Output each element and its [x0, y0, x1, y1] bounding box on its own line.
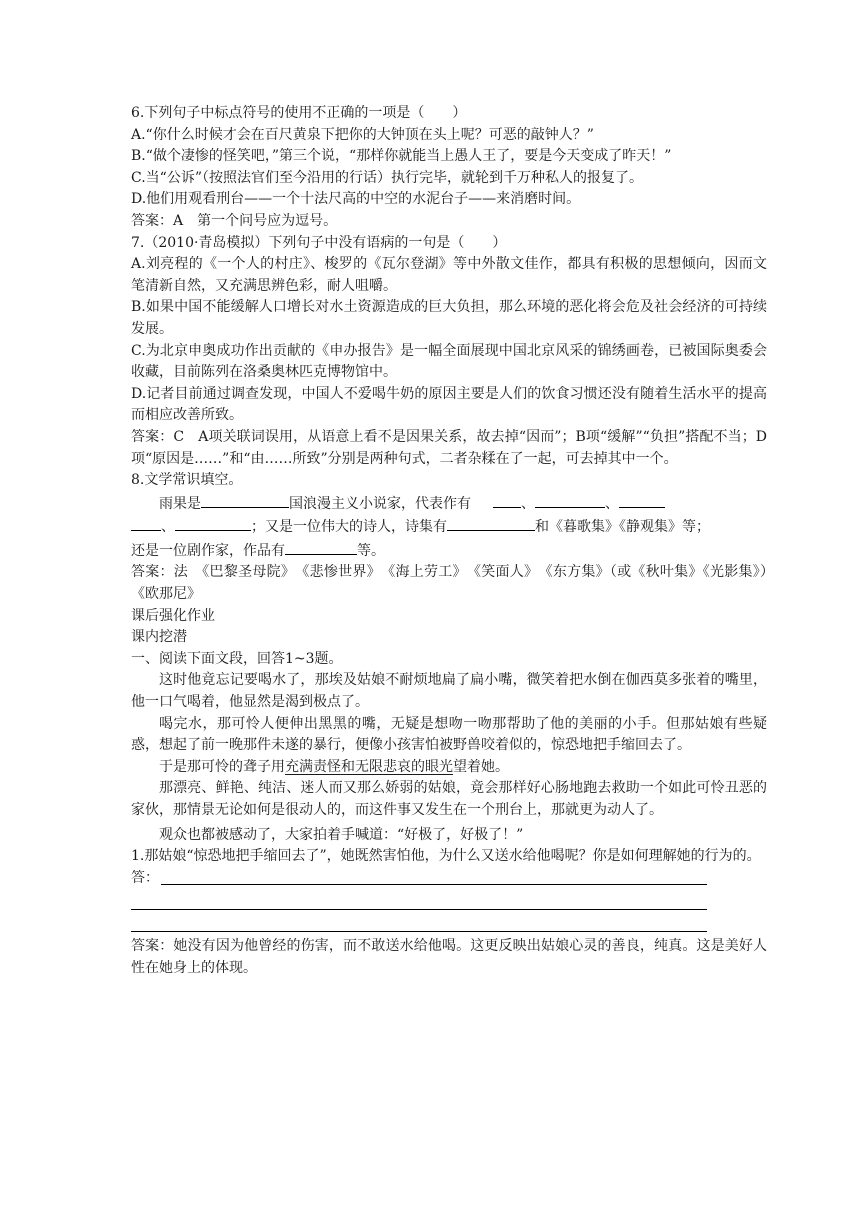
- q6-option-b: B.“做个凄惨的怪笑吧，”第三个说，“那样你就能当上愚人王了，要是今天变成了昨天！”: [131, 148, 672, 165]
- blank-country[interactable]: [201, 492, 289, 508]
- q8-fill-blank-line2: 、 ；又是一位伟大的诗人，诗集有 和《暮歌集》《静观集》等；: [131, 515, 767, 539]
- reading-intro: 一、阅读下面文段，回答1~3题。: [131, 650, 343, 667]
- q6-option-c: C.当“公诉”（按照法官们至今沿用的行话）执行完毕，就轮到千万种私人的报复了。: [131, 169, 643, 186]
- q1-answer: 答案：她没有因为他曾经的伤害，而不敢送水给他喝。这更反映出姑娘心灵的善良，纯真。这是美好人性在她身上的体现。: [131, 938, 767, 976]
- q1-stem: 1.那姑娘“惊恐地把手缩回去了”，她既然害怕他，为什么又送水给他喝呢？你是如何理解她的行为的。: [131, 848, 761, 865]
- q6-option-a: A.“你什么时候才会在百尺黄泉下把你的大钟顶在头上呢？可恶的敲钟人？”: [131, 126, 594, 143]
- q6-option-d: D.他们用观看刑台——一个十法尺高的中空的水泥台子——来消磨时间。: [131, 191, 581, 208]
- answer-line-2[interactable]: [131, 889, 707, 910]
- answer-label: 答：: [131, 869, 159, 886]
- passage-paragraph-2: 喝完水，那可怜人便伸出黑黑的嘴，无疑是想吻一吻那帮助了他的美丽的小手。但那姑娘有些疑惑，想起了前一晚那件未遂的暴行，便像小孩害怕被野兽咬着似的，惊恐地把手缩回去了。: [131, 715, 767, 754]
- blank-work-3[interactable]: [619, 492, 665, 508]
- blank-work-1[interactable]: [493, 492, 521, 508]
- q7-answer: 答案：C A项关联词误用，从语意上看不是因果关系，故去掉“因而”；B项“缓解”“负担”搭配不当；D项“原因是……”和“由……所致”分别是两种句式，二者杂糅在了一起，可去掉其中一个。: [131, 428, 767, 467]
- blank-poetry[interactable]: [447, 515, 535, 531]
- underlined-phrase: 充满责怪和无限悲哀的眼光: [285, 758, 453, 775]
- blank-drama[interactable]: [285, 539, 357, 555]
- q7-stem: 7.（2010·青岛模拟）下列句子中没有语病的一句是（ ）: [131, 234, 507, 251]
- q7-option-d: D.记者目前通过调查发现，中国人不爱喝牛奶的原因主要是人们的饮食习惯还没有随着生活水平的提高而相应改善所致。: [131, 385, 767, 424]
- q8-stem: 8.文学常识填空。: [131, 472, 243, 489]
- answer-line-1[interactable]: [131, 868, 767, 890]
- passage-paragraph-1: 这时他竟忘记要喝水了，那埃及姑娘不耐烦地扁了扁小嘴，微笑着把水倒在伽西莫多张着的嘴里，他一口气喝着，他显然是渴到极点了。: [131, 672, 767, 711]
- q7-option-c: C.为北京申奥成功作出贡献的《申办报告》是一幅全面展现中国北京风采的锦绣画卷，已被国际奥委会收藏，目前陈列在洛桑奥林匹克博物馆中。: [131, 342, 767, 381]
- q6-stem: 6.下列句子中标点符号的使用不正确的一项是（ ）: [131, 105, 467, 121]
- q8-answer: 答案：法 《巴黎圣母院》 《悲惨世界》 《海上劳工》 《笑面人》 《东方集》（或《秋叶集》《光影集》） 《欧那尼》: [131, 564, 781, 603]
- blank-work-5[interactable]: [175, 515, 251, 531]
- section-title: 课后强化作业: [131, 607, 215, 624]
- answer-line-3[interactable]: [131, 911, 707, 932]
- passage-paragraph-3: 于是那可怜的聋子用充满责怪和无限悲哀的眼光望着她。: [159, 758, 509, 775]
- blank-work-2[interactable]: [535, 492, 605, 508]
- q8-fill-blank-line3: 还是一位剧作家，作品有 等。: [131, 539, 767, 563]
- q8-fill-blank: 雨果是 国浪漫主义小说家，代表作有 、 、: [131, 492, 767, 516]
- passage-paragraph-5: 观众也都被感动了，大家拍着手喊道：“好极了，好极了！”: [159, 826, 524, 843]
- document-body: [131, 103, 781, 980]
- blank-work-4[interactable]: [131, 515, 161, 531]
- q7-option-a: A.刘亮程的《一个人的村庄》、梭罗的《瓦尔登湖》等中外散文佳作，都具有积极的思想倾向，因而文笔清新自然，又充满思辨色彩，耐人咀嚼。: [131, 256, 767, 294]
- passage-paragraph-4: 那漂亮、鲜艳、纯洁、迷人而又那么娇弱的姑娘，竟会那样好心肠地跑去救助一个如此可怜丑恶的家伙，那情景无论如何是很动人的，而这件事又发生在一个刑台上，那就更为动人了。: [131, 780, 767, 818]
- section-subtitle: 课内挖潜: [131, 629, 187, 646]
- answer-rule-1: [161, 869, 707, 885]
- q7-option-b: B.如果中国不能缓解人口增长对水土资源造成的巨大负担，那么环境的恶化将会危及社会经济的可持续发展。: [131, 299, 767, 337]
- q6-answer: 答案：A 第一个问号应为逗号。: [131, 212, 338, 229]
